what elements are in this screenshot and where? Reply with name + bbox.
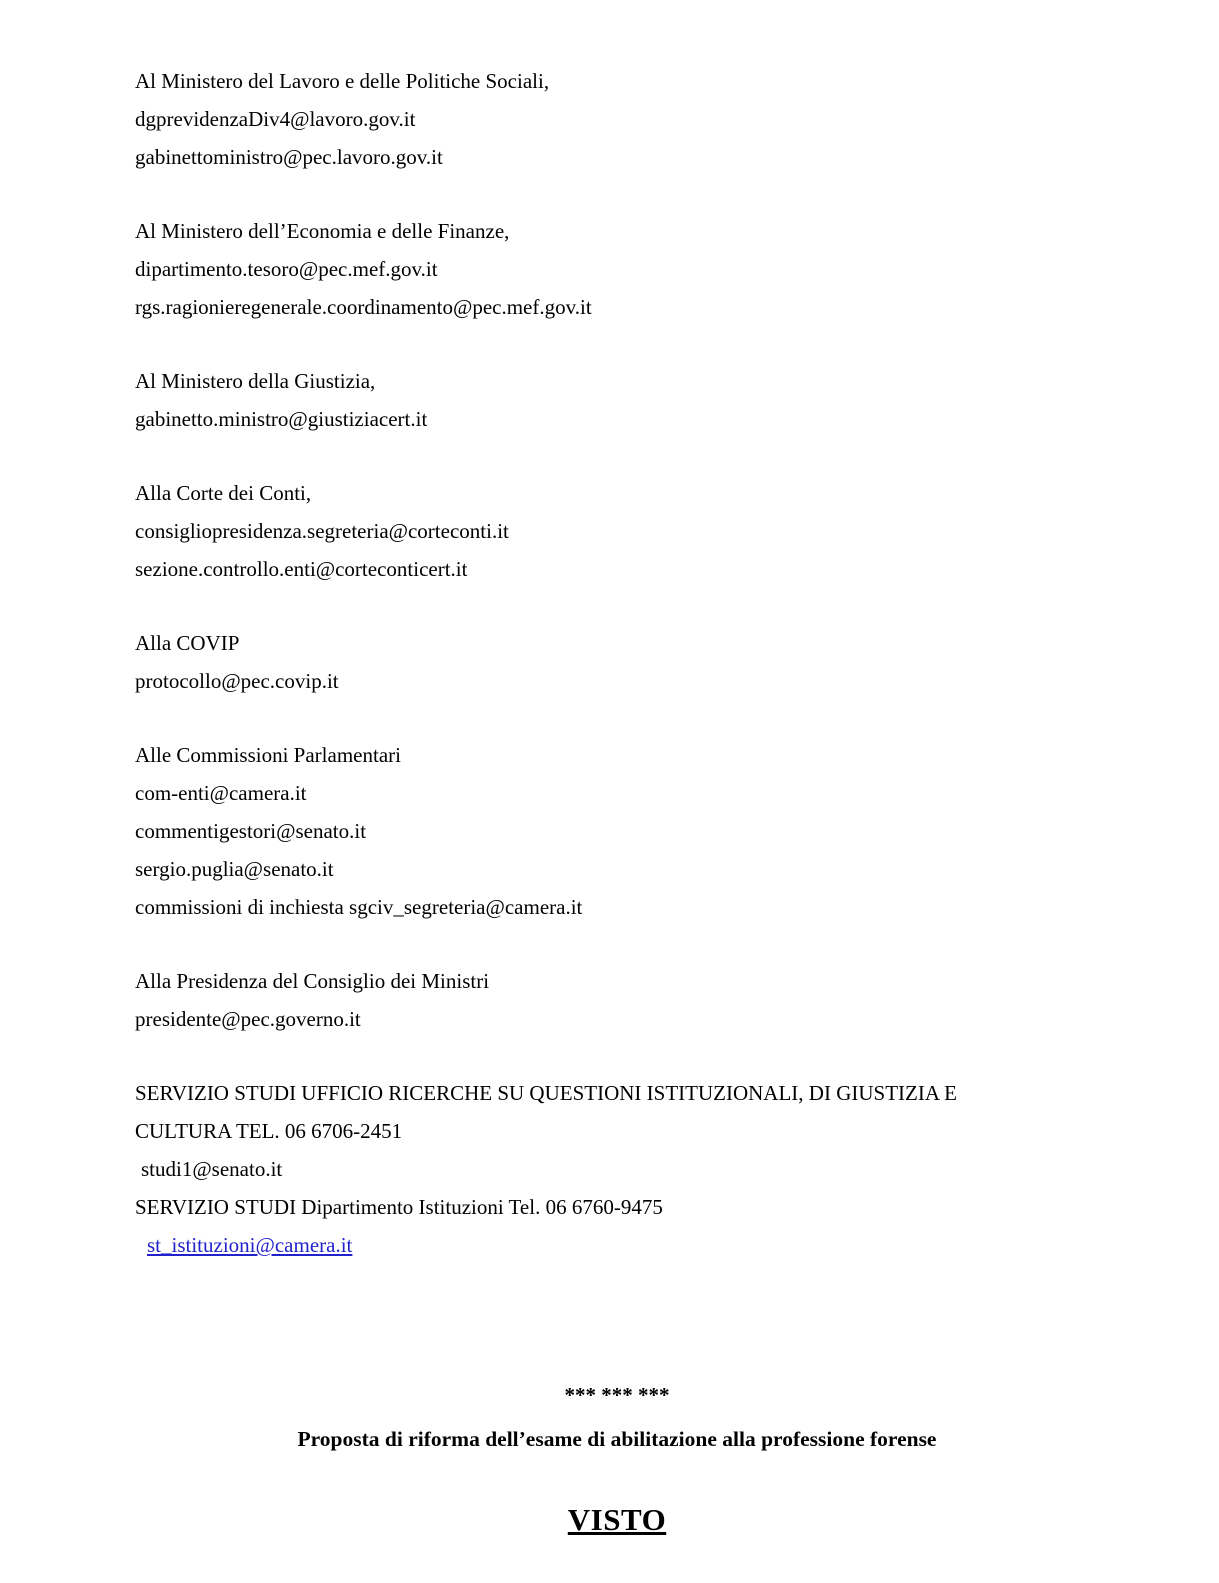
- recipient-email: protocollo@pec.covip.it: [135, 669, 339, 693]
- recipient-block-giustizia: [135, 362, 1099, 438]
- recipient-email: commentigestori@senato.it: [135, 819, 367, 843]
- recipient-heading: Alla Corte dei Conti,: [135, 481, 312, 505]
- recipient-block-lavoro: [135, 62, 1099, 176]
- servizio-studi-line: SERVIZIO STUDI UFFICIO RICERCHE SU QUESTIONI ISTITUZIONALI, DI GIUSTIZIA E: [135, 1081, 957, 1105]
- recipient-email: commissioni di inchiesta sgciv_segreteria@camera.it: [135, 895, 583, 919]
- recipient-email: sezione.controllo.enti@corteconticert.it: [135, 557, 468, 581]
- servizio-studi-block: [135, 1074, 1099, 1264]
- visto-heading: VISTO: [567, 1502, 667, 1537]
- servizio-studi-link-line: [135, 1226, 1099, 1264]
- email-link[interactable]: st_istituzioni@camera.it: [147, 1233, 353, 1257]
- servizio-studi-line: CULTURA TEL. 06 6706-2451: [135, 1119, 403, 1143]
- recipient-email: sergio.puglia@senato.it: [135, 857, 334, 881]
- recipient-heading: Alle Commissioni Parlamentari: [135, 743, 401, 767]
- recipient-email: consigliopresidenza.segreteria@corteconti.it: [135, 519, 509, 543]
- recipient-heading: Al Ministero del Lavoro e delle Politiche Sociali,: [135, 69, 550, 93]
- recipient-heading: Alla COVIP: [135, 631, 240, 655]
- recipient-block-corte-dei-conti: [135, 474, 1099, 588]
- recipient-email: dipartimento.tesoro@pec.mef.gov.it: [135, 257, 438, 281]
- recipient-block-presidenza-consiglio: [135, 962, 1099, 1038]
- recipient-email: gabinettoministro@pec.lavoro.gov.it: [135, 145, 443, 169]
- recipient-block-covip: [135, 624, 1099, 700]
- recipient-email: com-enti@camera.it: [135, 781, 307, 805]
- servizio-studi-line: SERVIZIO STUDI Dipartimento Istituzioni Tel. 06 6760-9475: [135, 1195, 663, 1219]
- recipient-email: gabinetto.ministro@giustiziacert.it: [135, 407, 428, 431]
- recipient-heading: Al Ministero della Giustizia,: [135, 369, 376, 393]
- footer-section: [135, 1376, 1099, 1542]
- recipient-heading: Alla Presidenza del Consiglio dei Ministri: [135, 969, 490, 993]
- recipient-email: dgprevidenzaDiv4@lavoro.gov.it: [135, 107, 416, 131]
- recipient-heading: Al Ministero dell’Economia e delle Finanze,: [135, 219, 510, 243]
- servizio-studi-email: studi1@senato.it: [141, 1157, 283, 1181]
- asterisk-separator: *** *** ***: [564, 1383, 670, 1407]
- recipient-email: presidente@pec.governo.it: [135, 1007, 361, 1031]
- proposal-title: Proposta di riforma dell’esame di abilitazione alla professione forense: [297, 1427, 937, 1451]
- recipient-email: rgs.ragionieregenerale.coordinamento@pec.mef.gov.it: [135, 295, 592, 319]
- recipient-block-commissioni-parlamentari: [135, 736, 1099, 926]
- recipient-block-economia: [135, 212, 1099, 326]
